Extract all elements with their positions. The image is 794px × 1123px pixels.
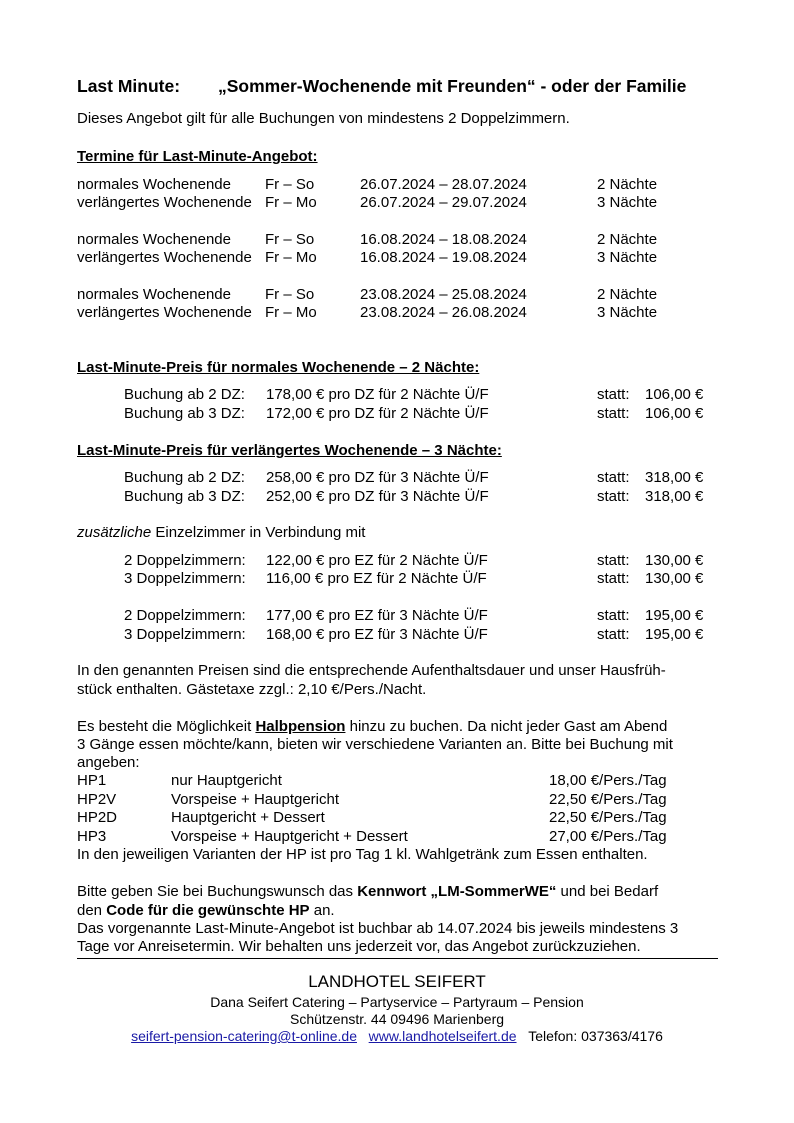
booking-line-1-a: Bitte geben Sie bei Buchungswunsch das bbox=[77, 883, 358, 900]
price-normal-heading: Last-Minute-Preis für normales Wochenende – 2 Nächte: bbox=[77, 359, 480, 376]
booking-keyword: Kennwort „LM-SommerWE“ bbox=[357, 883, 557, 900]
single-label: 3 Doppelzimmern: bbox=[124, 570, 246, 587]
date-range: 23.08.2024 – 25.08.2024 bbox=[360, 286, 527, 303]
date-days: Fr – So bbox=[265, 231, 315, 248]
booking-line-2-c: an. bbox=[309, 902, 335, 919]
footer-contact bbox=[0, 1027, 794, 1045]
old-price: 130,00 € bbox=[645, 570, 704, 587]
statt-label: statt: bbox=[597, 552, 630, 569]
single-label: 2 Doppelzimmern: bbox=[124, 552, 246, 569]
hp-line-1-c: hinzu zu buchen. Da nicht jeder Gast am Abend bbox=[345, 718, 668, 735]
old-price: 318,00 € bbox=[645, 469, 704, 486]
intro-text: Dieses Angebot gilt für alle Buchungen von mindestens 2 Doppelzimmern. bbox=[77, 110, 570, 127]
date-days: Fr – So bbox=[265, 286, 315, 303]
price-value: 172,00 € pro DZ für 2 Nächte Ü/F bbox=[266, 405, 489, 422]
page-title: „Sommer-Wochenende mit Freunden“ - oder der Familie bbox=[218, 76, 687, 96]
date-days: Fr – Mo bbox=[265, 304, 317, 321]
statt-label: statt: bbox=[597, 386, 630, 403]
hp-desc: Vorspeise + Hauptgericht bbox=[171, 791, 340, 808]
date-type: normales Wochenende bbox=[77, 286, 231, 303]
date-days: Fr – Mo bbox=[265, 194, 317, 211]
included-line-2: stück enthalten. Gästetaxe zzgl.: 2,10 €/Pers./Nacht. bbox=[77, 681, 427, 698]
statt-label: statt: bbox=[597, 570, 630, 587]
booking-line-1 bbox=[77, 883, 658, 901]
date-nights: 3 Nächte bbox=[597, 249, 658, 266]
date-days: Fr – So bbox=[265, 176, 315, 193]
hp-line-1-a: Es besteht die Möglichkeit bbox=[77, 718, 256, 735]
statt-label: statt: bbox=[597, 626, 630, 643]
price-value: 252,00 € pro DZ für 3 Nächte Ü/F bbox=[266, 488, 489, 505]
hp-price: 22,50 €/Pers./Tag bbox=[549, 809, 667, 826]
date-nights: 2 Nächte bbox=[597, 286, 658, 303]
old-price: 318,00 € bbox=[645, 488, 704, 505]
hp-note: In den jeweiligen Varianten der HP ist pro Tag 1 kl. Wahlgetränk zum Essen enthalten. bbox=[77, 846, 648, 863]
footer-divider bbox=[77, 958, 718, 959]
date-range: 26.07.2024 – 29.07.2024 bbox=[360, 194, 527, 211]
single-price: 168,00 € pro EZ für 3 Nächte Ü/F bbox=[266, 626, 488, 643]
date-type: normales Wochenende bbox=[77, 176, 231, 193]
booking-hp-code: Code für die gewünschte HP bbox=[106, 902, 310, 919]
footer-line-3: Schützenstr. 44 09496 Marienberg bbox=[289, 1011, 505, 1027]
old-price: 195,00 € bbox=[645, 607, 704, 624]
price-value: 258,00 € pro DZ für 3 Nächte Ü/F bbox=[266, 469, 489, 486]
booking-line-2 bbox=[77, 902, 335, 920]
date-range: 16.08.2024 – 19.08.2024 bbox=[360, 249, 527, 266]
dates-heading: Termine für Last-Minute-Angebot: bbox=[77, 148, 318, 165]
date-type: verlängertes Wochenende bbox=[77, 194, 252, 211]
footer-phone: Telefon: 037363/4176 bbox=[528, 1028, 663, 1044]
statt-label: statt: bbox=[597, 488, 630, 505]
date-nights: 2 Nächte bbox=[597, 176, 658, 193]
single-price: 122,00 € pro EZ für 2 Nächte Ü/F bbox=[266, 552, 488, 569]
single-intro-rest: Einzelzimmer in Verbindung mit bbox=[151, 524, 366, 541]
title-prefix: Last Minute: bbox=[77, 76, 181, 96]
single-label: 3 Doppelzimmern: bbox=[124, 626, 246, 643]
price-label: Buchung ab 3 DZ: bbox=[124, 488, 245, 505]
date-range: 16.08.2024 – 18.08.2024 bbox=[360, 231, 527, 248]
hp-code: HP3 bbox=[77, 828, 107, 845]
booking-line-2-a: den bbox=[77, 902, 107, 919]
date-type: normales Wochenende bbox=[77, 231, 231, 248]
single-intro bbox=[77, 524, 365, 542]
old-price: 106,00 € bbox=[645, 386, 704, 403]
statt-label: statt: bbox=[597, 469, 630, 486]
single-price: 177,00 € pro EZ für 3 Nächte Ü/F bbox=[266, 607, 488, 624]
hp-price: 22,50 €/Pers./Tag bbox=[549, 791, 667, 808]
hp-line-2: 3 Gänge essen möchte/kann, bieten wir verschiedene Varianten an. Bitte bei Buchung mit bbox=[77, 736, 673, 753]
hp-code: HP2V bbox=[77, 791, 117, 808]
footer-hotel-name: LANDHOTEL SEIFERT bbox=[308, 972, 486, 991]
old-price: 130,00 € bbox=[645, 552, 704, 569]
included-line-1: In den genannten Preisen sind die entsprechende Aufenthaltsdauer und unser Hausfrüh- bbox=[77, 662, 666, 679]
date-range: 23.08.2024 – 26.08.2024 bbox=[360, 304, 527, 321]
hp-desc: Hauptgericht + Dessert bbox=[171, 809, 325, 826]
email-link[interactable]: seifert-pension-catering@t-online.de bbox=[131, 1028, 357, 1044]
date-days: Fr – Mo bbox=[265, 249, 317, 266]
price-label: Buchung ab 3 DZ: bbox=[124, 405, 245, 422]
booking-line-4: Tage vor Anreisetermin. Wir behalten uns jederzeit vor, das Angebot zurückzuziehen. bbox=[77, 938, 641, 955]
price-value: 178,00 € pro DZ für 2 Nächte Ü/F bbox=[266, 386, 489, 403]
date-type: verlängertes Wochenende bbox=[77, 304, 252, 321]
hp-price: 27,00 €/Pers./Tag bbox=[549, 828, 667, 845]
statt-label: statt: bbox=[597, 405, 630, 422]
hp-line-3: angeben: bbox=[77, 754, 140, 771]
old-price: 195,00 € bbox=[645, 626, 704, 643]
price-long-heading: Last-Minute-Preis für verlängertes Wochenende – 3 Nächte: bbox=[77, 442, 502, 459]
single-label: 2 Doppelzimmern: bbox=[124, 607, 246, 624]
price-label: Buchung ab 2 DZ: bbox=[124, 469, 245, 486]
date-nights: 2 Nächte bbox=[597, 231, 658, 248]
date-type: verlängertes Wochenende bbox=[77, 249, 252, 266]
old-price: 106,00 € bbox=[645, 405, 704, 422]
hp-halbpension: Halbpension bbox=[255, 718, 346, 735]
hp-code: HP1 bbox=[77, 772, 107, 789]
single-intro-italic: zusätzliche bbox=[77, 524, 152, 541]
hp-price: 18,00 €/Pers./Tag bbox=[549, 772, 667, 789]
single-price: 116,00 € pro EZ für 2 Nächte Ü/F bbox=[266, 570, 487, 587]
price-label: Buchung ab 2 DZ: bbox=[124, 386, 245, 403]
footer-line-2: Dana Seifert Catering – Partyservice – Partyraum – Pension bbox=[210, 994, 584, 1010]
hp-line-1 bbox=[77, 718, 667, 736]
date-nights: 3 Nächte bbox=[597, 194, 658, 211]
hp-desc: nur Hauptgericht bbox=[171, 772, 282, 789]
date-nights: 3 Nächte bbox=[597, 304, 658, 321]
hp-desc: Vorspeise + Hauptgericht + Dessert bbox=[171, 828, 408, 845]
hp-code: HP2D bbox=[77, 809, 118, 826]
statt-label: statt: bbox=[597, 607, 630, 624]
booking-line-3: Das vorgenannte Last-Minute-Angebot ist buchbar ab 14.07.2024 bis jeweils mindestens 3 bbox=[77, 920, 679, 937]
booking-line-1-c: und bei Bedarf bbox=[556, 883, 659, 900]
website-link[interactable]: www.landhotelseifert.de bbox=[368, 1028, 517, 1044]
date-range: 26.07.2024 – 28.07.2024 bbox=[360, 176, 527, 193]
